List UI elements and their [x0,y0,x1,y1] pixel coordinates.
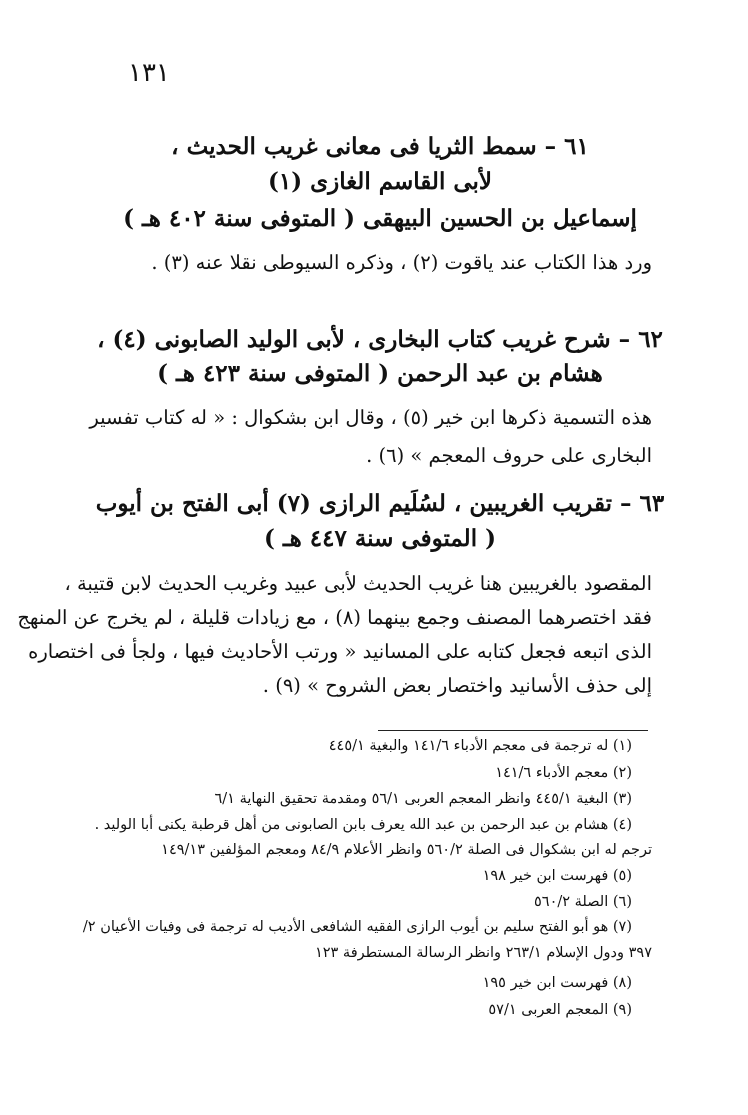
footnote-9: (٩) المعجم العربى ٥٧/١ [488,1002,632,1018]
footnote-4-line-2: ترجم له ابن بشكوال فى الصلة ٥٦٠/٢ وانظر الأعلام ٨٤/٩ ومعجم المؤلفين ١٤٩/١٣ [161,842,652,858]
entry-63-body-line-2: فقد اختصرهما المصنف وجمع بينهما (٨) ، مع زيادات قليلة ، لم يخرج عن المنهج [17,606,652,629]
footnote-2: (٢) معجم الأدباء ١٤١/٦ [495,765,632,781]
entry-62-body-line-1: هذه التسمية ذكرها ابن خير (٥) ، وقال ابن بشكوال : « له كتاب تفسير [89,406,652,429]
entry-63-body-line-1: المقصود بالغريبين هنا غريب الحديث لأبى عبيد وغريب الحديث لابن قتيبة ، [64,572,652,595]
footnote-6: (٦) الصلة ٥٦٠/٢ [534,894,632,910]
entry-62-body-line-2: البخارى على حروف المعجم » (٦) . [366,444,652,467]
entry-63-death: ( المتوفى سنة ٤٤٧ هـ ) [264,525,496,552]
entry-62-title: ٦٢ – شرح غريب كتاب البخارى ، لأبى الوليد الصابونى (٤) ، [97,326,663,353]
footnote-5: (٥) فهرست ابن خير ١٩٨ [482,868,632,884]
footnote-4-line-1: (٤) هشام بن عبد الرحمن بن عبد الله يعرف بابن الصابونى من أهل قرطبة يكنى أبا الوليد . [94,817,632,833]
entry-63-body-line-3: الذى اتبعه فجعل كتابه على المسانيد « ورتب الأحاديث فيها ، ولجأ فى اختصاره [28,640,652,663]
entry-61-body: ورد هذا الكتاب عند ياقوت (٢) ، وذكره السيوطى نقلا عنه (٣) . [151,251,652,274]
entry-61-full-name: إسماعيل بن الحسين البيهقى ( المتوفى سنة ٤٠٢ هـ ) [123,205,637,232]
footnote-separator [378,730,648,731]
entry-61-title: ٦١ – سمط الثريا فى معانى غريب الحديث ، [171,133,589,160]
footnote-1: (١) له ترجمة فى معجم الأدباء ١٤١/٦ والبغية ٤٤٥/١ [328,738,632,754]
page-number: ١٣١ [128,58,170,88]
footnote-3: (٣) البغية ٤٤٥/١ وانظر المعجم العربى ٥٦/١ ومقدمة تحقيق النهاية ٦/١ [214,791,632,807]
entry-61-author: لأبى القاسم الغازى (١) [267,168,493,195]
footnote-7-line-2: ٣٩٧ ودول الإسلام ٢٦٣/١ وانظر الرسالة المستطرفة ١٢٣ [314,945,652,961]
entry-63-title: ٦٣ – تقريب الغريبين ، لسُلَيم الرازى (٧) أبى الفتح بن أيوب [95,490,665,517]
entry-62-full-name: هشام بن عبد الرحمن ( المتوفى سنة ٤٢٣ هـ ) [157,360,603,387]
footnote-8: (٨) فهرست ابن خير ١٩٥ [482,975,632,991]
footnote-7-line-1: (٧) هو أبو الفتح سليم بن أيوب الرازى الفقيه الشافعى الأديب له ترجمة فى وفيات الأعيان ٢/ [82,919,632,935]
entry-63-body-line-4: إلى حذف الأسانيد واختصار بعض الشروح » (٩) . [262,674,652,697]
